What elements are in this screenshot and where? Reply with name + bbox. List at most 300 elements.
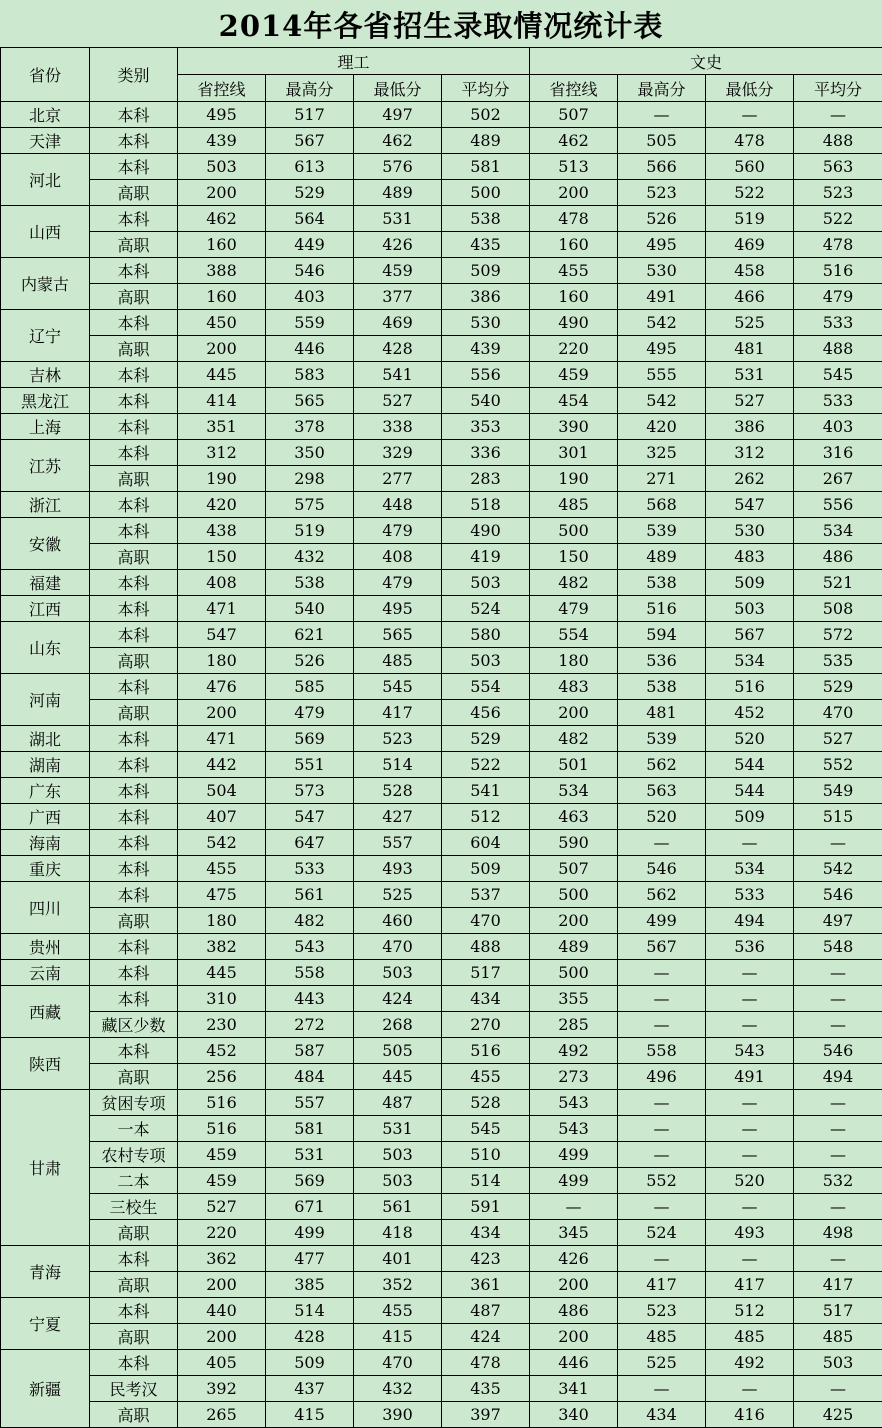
score-cell: 529 <box>794 674 882 700</box>
score-cell: 538 <box>266 570 354 596</box>
score-cell: 543 <box>530 1090 618 1116</box>
score-cell: 534 <box>706 648 794 674</box>
header-arts-average: 平均分 <box>794 75 882 102</box>
score-cell: 565 <box>266 388 354 414</box>
category-cell: 本科 <box>90 154 178 180</box>
score-cell: 533 <box>794 310 882 336</box>
score-cell: 455 <box>178 856 266 882</box>
score-cell: 392 <box>178 1376 266 1402</box>
score-cell: 503 <box>354 960 442 986</box>
score-cell: 408 <box>178 570 266 596</box>
province-cell: 重庆 <box>1 856 90 882</box>
score-cell: 180 <box>178 908 266 934</box>
score-cell: — <box>706 1194 794 1220</box>
province-cell: 青海 <box>1 1246 90 1298</box>
score-cell: 545 <box>794 362 882 388</box>
score-cell: 481 <box>706 336 794 362</box>
score-cell: 478 <box>530 206 618 232</box>
table-row <box>1 362 882 388</box>
score-cell: 510 <box>442 1142 530 1168</box>
score-cell: 503 <box>178 154 266 180</box>
table-row <box>1 908 882 934</box>
score-cell: 546 <box>266 258 354 284</box>
score-cell: 530 <box>706 518 794 544</box>
score-cell: 479 <box>266 700 354 726</box>
score-cell: 529 <box>442 726 530 752</box>
score-cell: 527 <box>706 388 794 414</box>
score-cell: 671 <box>266 1194 354 1220</box>
score-cell: 426 <box>354 232 442 258</box>
score-cell: 534 <box>794 518 882 544</box>
table-row <box>1 1324 882 1350</box>
score-cell: 539 <box>618 726 706 752</box>
score-cell: 482 <box>266 908 354 934</box>
score-cell: 455 <box>442 1064 530 1090</box>
category-cell: 高职 <box>90 1402 178 1428</box>
table-row <box>1 102 882 128</box>
score-cell: 397 <box>442 1402 530 1428</box>
score-cell: 573 <box>266 778 354 804</box>
score-cell: — <box>706 830 794 856</box>
score-cell: 482 <box>530 726 618 752</box>
score-cell: 496 <box>618 1064 706 1090</box>
province-cell: 新疆 <box>1 1350 90 1428</box>
score-cell: 568 <box>618 492 706 518</box>
category-cell: 高职 <box>90 648 178 674</box>
score-cell: 432 <box>354 1376 442 1402</box>
category-cell: 本科 <box>90 102 178 128</box>
score-cell: — <box>618 1012 706 1038</box>
score-cell: 566 <box>618 154 706 180</box>
score-cell: 160 <box>530 284 618 310</box>
score-cell: 479 <box>794 284 882 310</box>
score-cell: 485 <box>706 1324 794 1350</box>
category-cell: 本科 <box>90 1350 178 1376</box>
score-cell: — <box>794 1194 882 1220</box>
score-cell: 590 <box>530 830 618 856</box>
score-cell: 503 <box>354 1168 442 1194</box>
score-cell: 522 <box>706 180 794 206</box>
province-cell: 吉林 <box>1 362 90 388</box>
score-cell: 352 <box>354 1272 442 1298</box>
score-cell: 512 <box>706 1298 794 1324</box>
score-cell: 417 <box>706 1272 794 1298</box>
category-cell: 本科 <box>90 362 178 388</box>
score-cell: 445 <box>178 362 266 388</box>
score-cell: 268 <box>354 1012 442 1038</box>
category-cell: 本科 <box>90 258 178 284</box>
table-row <box>1 466 882 492</box>
score-cell: — <box>706 1376 794 1402</box>
score-cell: 520 <box>706 1168 794 1194</box>
table-row <box>1 258 882 284</box>
score-cell: 520 <box>618 804 706 830</box>
score-cell: 471 <box>178 726 266 752</box>
score-cell: 575 <box>266 492 354 518</box>
score-cell: 424 <box>442 1324 530 1350</box>
score-cell: 270 <box>442 1012 530 1038</box>
score-cell: 499 <box>618 908 706 934</box>
score-cell: 478 <box>794 232 882 258</box>
score-cell: 531 <box>354 1116 442 1142</box>
score-cell: 458 <box>706 258 794 284</box>
province-cell: 甘肃 <box>1 1090 90 1246</box>
table-row <box>1 752 882 778</box>
score-cell: 497 <box>354 102 442 128</box>
header-science-highest: 最高分 <box>266 75 354 102</box>
score-cell: 490 <box>530 310 618 336</box>
table-row <box>1 1116 882 1142</box>
score-cell: 427 <box>354 804 442 830</box>
score-cell: — <box>706 1012 794 1038</box>
score-cell: 621 <box>266 622 354 648</box>
score-cell: 407 <box>178 804 266 830</box>
category-cell: 高职 <box>90 1324 178 1350</box>
score-cell: 551 <box>266 752 354 778</box>
score-cell: 557 <box>354 830 442 856</box>
score-cell: 502 <box>442 102 530 128</box>
table-row <box>1 232 882 258</box>
header-category: 类别 <box>90 48 178 102</box>
score-cell: 477 <box>266 1246 354 1272</box>
score-cell: 200 <box>530 908 618 934</box>
score-cell: — <box>794 1012 882 1038</box>
table-row <box>1 1090 882 1116</box>
score-cell: 522 <box>794 206 882 232</box>
score-cell: 301 <box>530 440 618 466</box>
score-cell: 351 <box>178 414 266 440</box>
score-cell: 501 <box>530 752 618 778</box>
score-cell: 452 <box>178 1038 266 1064</box>
table-row <box>1 154 882 180</box>
score-cell: 265 <box>178 1402 266 1428</box>
score-cell: 545 <box>442 1116 530 1142</box>
province-cell: 湖北 <box>1 726 90 752</box>
score-cell: 160 <box>530 232 618 258</box>
score-cell: 546 <box>618 856 706 882</box>
score-cell: 613 <box>266 154 354 180</box>
table-row <box>1 986 882 1012</box>
category-cell: 本科 <box>90 778 178 804</box>
table-row <box>1 284 882 310</box>
category-cell: 本科 <box>90 804 178 830</box>
category-cell: 高职 <box>90 232 178 258</box>
score-cell: 338 <box>354 414 442 440</box>
score-cell: — <box>794 1116 882 1142</box>
score-cell: 647 <box>266 830 354 856</box>
score-cell: 567 <box>706 622 794 648</box>
admission-table <box>0 47 882 1428</box>
score-cell: 533 <box>706 882 794 908</box>
score-cell: 426 <box>530 1246 618 1272</box>
score-cell: 435 <box>442 232 530 258</box>
score-cell: 538 <box>442 206 530 232</box>
score-cell: 500 <box>530 518 618 544</box>
score-cell: 487 <box>354 1090 442 1116</box>
table-row <box>1 388 882 414</box>
score-cell: 200 <box>178 700 266 726</box>
score-cell: 449 <box>266 232 354 258</box>
score-cell: 548 <box>794 934 882 960</box>
score-cell: 490 <box>442 518 530 544</box>
score-cell: 523 <box>618 180 706 206</box>
score-cell: 565 <box>354 622 442 648</box>
score-cell: 390 <box>530 414 618 440</box>
category-cell: 本科 <box>90 1038 178 1064</box>
category-cell: 本科 <box>90 388 178 414</box>
table-row <box>1 1376 882 1402</box>
score-cell: 442 <box>178 752 266 778</box>
score-cell: 190 <box>530 466 618 492</box>
score-cell: 459 <box>354 258 442 284</box>
score-cell: 425 <box>794 1402 882 1428</box>
province-cell: 陕西 <box>1 1038 90 1090</box>
score-cell: 455 <box>530 258 618 284</box>
score-cell: 505 <box>618 128 706 154</box>
score-cell: 521 <box>794 570 882 596</box>
score-cell: 377 <box>354 284 442 310</box>
score-cell: 459 <box>178 1142 266 1168</box>
score-cell: 479 <box>354 518 442 544</box>
category-cell: 高职 <box>90 336 178 362</box>
score-cell: — <box>618 1194 706 1220</box>
score-cell: 530 <box>442 310 530 336</box>
score-cell: 478 <box>706 128 794 154</box>
score-cell: 526 <box>618 206 706 232</box>
score-cell: 160 <box>178 232 266 258</box>
score-cell: 298 <box>266 466 354 492</box>
score-cell: 271 <box>618 466 706 492</box>
score-cell: 388 <box>178 258 266 284</box>
category-cell: 高职 <box>90 544 178 570</box>
score-cell: 401 <box>354 1246 442 1272</box>
header-science-lowest: 最低分 <box>354 75 442 102</box>
score-cell: 516 <box>442 1038 530 1064</box>
score-cell: 518 <box>442 492 530 518</box>
score-cell: 428 <box>354 336 442 362</box>
province-cell: 上海 <box>1 414 90 440</box>
score-cell: 446 <box>530 1350 618 1376</box>
score-cell: 386 <box>706 414 794 440</box>
score-cell: 440 <box>178 1298 266 1324</box>
score-cell: 180 <box>178 648 266 674</box>
score-cell: 470 <box>794 700 882 726</box>
score-cell: 505 <box>354 1038 442 1064</box>
score-cell: 160 <box>178 284 266 310</box>
score-cell: 541 <box>354 362 442 388</box>
score-cell: 519 <box>706 206 794 232</box>
score-cell: 537 <box>442 882 530 908</box>
score-cell: 527 <box>794 726 882 752</box>
score-cell: — <box>706 960 794 986</box>
score-cell: — <box>706 986 794 1012</box>
score-cell: 382 <box>178 934 266 960</box>
score-cell: 493 <box>706 1220 794 1246</box>
table-row <box>1 518 882 544</box>
score-cell: 514 <box>354 752 442 778</box>
score-cell: 230 <box>178 1012 266 1038</box>
table-row <box>1 336 882 362</box>
score-cell: — <box>794 1090 882 1116</box>
score-cell: 466 <box>706 284 794 310</box>
score-cell: 527 <box>178 1194 266 1220</box>
score-cell: 507 <box>530 856 618 882</box>
score-cell: 514 <box>442 1168 530 1194</box>
province-cell: 福建 <box>1 570 90 596</box>
score-cell: 561 <box>266 882 354 908</box>
category-cell: 高职 <box>90 284 178 310</box>
category-cell: 藏区少数 <box>90 1012 178 1038</box>
score-cell: 455 <box>354 1298 442 1324</box>
category-cell: 本科 <box>90 960 178 986</box>
score-cell: 498 <box>794 1220 882 1246</box>
score-cell: — <box>618 830 706 856</box>
score-cell: — <box>794 1246 882 1272</box>
score-cell: 200 <box>530 180 618 206</box>
score-cell: 200 <box>530 1272 618 1298</box>
score-cell: 220 <box>530 336 618 362</box>
score-cell: 443 <box>266 986 354 1012</box>
score-cell: 415 <box>354 1324 442 1350</box>
score-cell: — <box>794 830 882 856</box>
score-cell: 572 <box>794 622 882 648</box>
score-cell: 525 <box>618 1350 706 1376</box>
score-cell: 509 <box>266 1350 354 1376</box>
score-cell: 499 <box>530 1168 618 1194</box>
score-cell: 500 <box>442 180 530 206</box>
score-cell: 454 <box>530 388 618 414</box>
score-cell: 547 <box>706 492 794 518</box>
score-cell: 180 <box>530 648 618 674</box>
province-cell: 天津 <box>1 128 90 154</box>
score-cell: 469 <box>706 232 794 258</box>
table-row <box>1 1064 882 1090</box>
category-cell: 高职 <box>90 180 178 206</box>
score-cell: 434 <box>618 1402 706 1428</box>
score-cell: 587 <box>266 1038 354 1064</box>
score-cell: 581 <box>442 154 530 180</box>
score-cell: 200 <box>178 1324 266 1350</box>
score-cell: 415 <box>266 1402 354 1428</box>
score-cell: 482 <box>530 570 618 596</box>
province-cell: 内蒙古 <box>1 258 90 310</box>
score-cell: 543 <box>530 1116 618 1142</box>
score-cell: 508 <box>794 596 882 622</box>
category-cell: 高职 <box>90 1220 178 1246</box>
score-cell: 546 <box>794 882 882 908</box>
score-cell: 542 <box>794 856 882 882</box>
score-cell: 329 <box>354 440 442 466</box>
score-cell: 448 <box>354 492 442 518</box>
score-cell: 439 <box>442 336 530 362</box>
score-cell: 536 <box>706 934 794 960</box>
score-cell: 475 <box>178 882 266 908</box>
table-row <box>1 830 882 856</box>
score-cell: 277 <box>354 466 442 492</box>
score-cell: 509 <box>442 856 530 882</box>
score-cell: 283 <box>442 466 530 492</box>
score-cell: 538 <box>618 570 706 596</box>
score-cell: 512 <box>442 804 530 830</box>
header-group-science: 理工 <box>178 48 530 75</box>
table-row <box>1 596 882 622</box>
score-cell: 524 <box>618 1220 706 1246</box>
category-cell: 本科 <box>90 1246 178 1272</box>
score-cell: 585 <box>266 674 354 700</box>
score-cell: 525 <box>706 310 794 336</box>
score-cell: 534 <box>530 778 618 804</box>
score-cell: 557 <box>266 1090 354 1116</box>
category-cell: 贫困专项 <box>90 1090 178 1116</box>
score-cell: 531 <box>706 362 794 388</box>
score-cell: 504 <box>178 778 266 804</box>
score-cell: 446 <box>266 336 354 362</box>
category-cell: 本科 <box>90 492 178 518</box>
category-cell: 高职 <box>90 908 178 934</box>
score-cell: 531 <box>354 206 442 232</box>
score-cell: 520 <box>706 726 794 752</box>
score-cell: 541 <box>442 778 530 804</box>
category-cell: 本科 <box>90 570 178 596</box>
score-cell: 527 <box>354 388 442 414</box>
score-cell: — <box>618 1376 706 1402</box>
score-cell: 517 <box>266 102 354 128</box>
score-cell: 272 <box>266 1012 354 1038</box>
score-cell: 523 <box>618 1298 706 1324</box>
score-cell: 523 <box>794 180 882 206</box>
score-cell: 516 <box>706 674 794 700</box>
score-cell: 200 <box>530 700 618 726</box>
table-row <box>1 1246 882 1272</box>
table-row <box>1 1350 882 1376</box>
score-cell: 190 <box>178 466 266 492</box>
score-cell: 416 <box>706 1402 794 1428</box>
score-cell: 569 <box>266 726 354 752</box>
score-cell: 463 <box>530 804 618 830</box>
score-cell: 459 <box>178 1168 266 1194</box>
score-cell: 200 <box>178 336 266 362</box>
category-cell: 本科 <box>90 726 178 752</box>
category-cell: 本科 <box>90 986 178 1012</box>
score-cell: — <box>618 1246 706 1272</box>
score-cell: 497 <box>794 908 882 934</box>
score-cell: 530 <box>618 258 706 284</box>
score-cell: 470 <box>354 1350 442 1376</box>
score-cell: 312 <box>706 440 794 466</box>
table-row <box>1 1038 882 1064</box>
score-cell: 488 <box>794 128 882 154</box>
province-cell: 云南 <box>1 960 90 986</box>
score-cell: 552 <box>794 752 882 778</box>
category-cell: 三校生 <box>90 1194 178 1220</box>
category-cell: 本科 <box>90 414 178 440</box>
score-cell: 420 <box>178 492 266 518</box>
score-cell: — <box>706 1090 794 1116</box>
province-cell: 山东 <box>1 622 90 674</box>
score-cell: — <box>618 102 706 128</box>
score-cell: 362 <box>178 1246 266 1272</box>
score-cell: 424 <box>354 986 442 1012</box>
score-cell: 517 <box>442 960 530 986</box>
table-row <box>1 1298 882 1324</box>
score-cell: 523 <box>354 726 442 752</box>
category-cell: 本科 <box>90 310 178 336</box>
score-cell: 495 <box>354 596 442 622</box>
score-cell: 489 <box>530 934 618 960</box>
score-cell: 546 <box>794 1038 882 1064</box>
header-arts-highest: 最高分 <box>618 75 706 102</box>
score-cell: 428 <box>266 1324 354 1350</box>
